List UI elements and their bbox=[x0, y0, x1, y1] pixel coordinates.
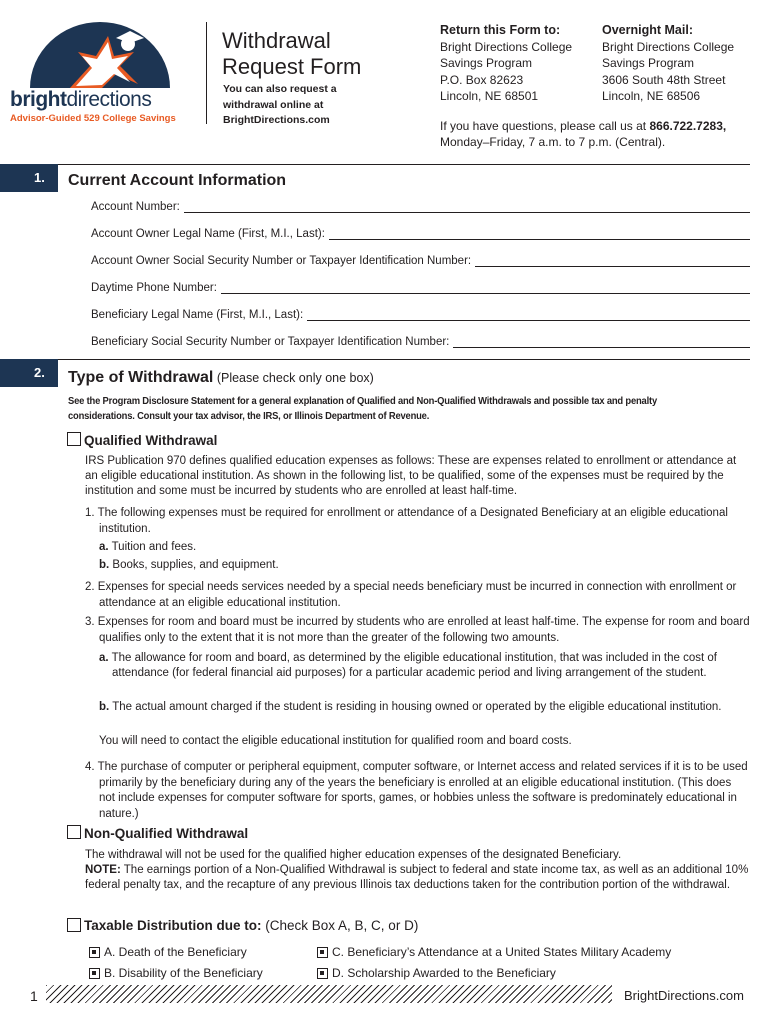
qualified-item-1b: b. Books, supplies, and equipment. bbox=[99, 559, 279, 571]
option-b-disability[interactable]: B. Disability of the Beneficiary bbox=[89, 966, 263, 980]
qualified-item-4: 4. The purchase of computer or peripheral equipment, computer software, or Internet access and related services if it is to be used primarily by the beneficiary during any of the years the beneficiary is enrolled at an eligible educational institution. (This does not include expenses for computer software for sports, games, or hobbies unless the software is predominately educational in nature.) bbox=[85, 761, 748, 820]
brand-name: brightdirections bbox=[10, 88, 152, 111]
page-number: 1 bbox=[30, 988, 38, 1004]
taxable-distribution-checkbox[interactable] bbox=[67, 918, 81, 932]
account-number-field[interactable]: Account Number: bbox=[91, 197, 750, 213]
option-b-checkbox[interactable] bbox=[89, 968, 100, 979]
daytime-phone-field[interactable]: Daytime Phone Number: bbox=[91, 278, 750, 294]
section-1-title: Current Account Information bbox=[68, 172, 287, 189]
option-a-checkbox[interactable] bbox=[89, 947, 100, 958]
qualified-item-1a: a. Tuition and fees. bbox=[99, 541, 197, 553]
header-divider bbox=[206, 22, 207, 124]
option-c-checkbox[interactable] bbox=[317, 947, 328, 958]
phone-number: 866.722.7283, bbox=[649, 119, 727, 133]
brand-tagline: Advisor-Guided 529 College Savings bbox=[10, 113, 176, 124]
qualified-item-3a: a. The allowance for room and board, as determined by the eligible educational institution, that was included in the cost of attendance (for federal financial aid purposes) for a particular academic period and living arrangement of the student. bbox=[99, 652, 717, 679]
qualified-intro: IRS Publication 970 defines qualified education expenses as follows: These are expenses related to enrollment or attendance at an eligible educational institution. As shown in the following list, to be qualified, some of the expenses must be required by the institution and some must be incurred by students who are enrolled at least half-time. bbox=[85, 455, 737, 497]
account-owner-ssn-field[interactable]: Account Owner Social Security Number or Taxpayer Identification Number: bbox=[91, 251, 750, 267]
disclosure-notice: See the Program Disclosure Statement for a general explanation of Qualified and Non-Qualified Withdrawals and possible tax and penalty considerations. Consult your tax advisor, the IRS, or Illinois Department of Revenue. bbox=[68, 396, 657, 422]
non-qualified-description: The withdrawal will not be used for the qualified higher education expenses of the designated Beneficiary. NOTE: The earnings portion of a Non-Qualified Withdrawal is subject to federal and state income tax, as well as an additional 10% federal penalty tax, and the recapture of any previous Illinois tax deductions taken for the contribution portion of the withdrawal. bbox=[85, 849, 749, 891]
non-qualified-withdrawal-title: Non-Qualified Withdrawal bbox=[84, 826, 249, 841]
option-c-military-academy[interactable]: C. Beneficiary’s Attendance at a United States Military Academy bbox=[317, 945, 671, 959]
qualified-item-3: 3. Expenses for room and board must be incurred by students who are enrolled at least half-time. The expense for room and board qualifies only to the extent that it is not more than the greater of the following two amounts. bbox=[85, 616, 750, 644]
taxable-distribution-title: Taxable Distribution due to: (Check Box A, B, C, or D) bbox=[84, 918, 419, 933]
contact-info: If you have questions, please call us at 866.722.7283, Monday–Friday, 7 a.m. to 7 p.m. (Central). bbox=[440, 119, 727, 149]
account-owner-name-field[interactable]: Account Owner Legal Name (First, M.I., Last): bbox=[91, 224, 750, 240]
qualified-item-3b: b. The actual amount charged if the student is residing in housing owned or operated by the eligible educational institution. bbox=[99, 701, 722, 713]
room-board-note: You will need to contact the eligible educational institution for qualified room and board costs. bbox=[99, 735, 572, 747]
option-d-scholarship[interactable]: D. Scholarship Awarded to the Beneficiary bbox=[317, 966, 556, 980]
form-title: Withdrawal Request Form bbox=[222, 28, 362, 79]
section-2-title: Type of Withdrawal (Please check only one box) bbox=[68, 369, 374, 386]
qualified-withdrawal-checkbox[interactable] bbox=[67, 432, 81, 446]
non-qualified-withdrawal-checkbox[interactable] bbox=[67, 825, 81, 839]
section-2-rule bbox=[58, 359, 750, 360]
beneficiary-name-field[interactable]: Beneficiary Legal Name (First, M.I., Last): bbox=[91, 305, 750, 321]
brand-logo bbox=[10, 22, 195, 127]
footer-website: BrightDirections.com bbox=[624, 988, 744, 1003]
qualified-item-2: 2. Expenses for special needs services needed by a special needs beneficiary must be incurred in connection with enrollment or attendance at an eligible educational institution. bbox=[85, 581, 737, 609]
option-a-death[interactable]: A. Death of the Beneficiary bbox=[89, 945, 247, 959]
section-1-rule bbox=[58, 164, 750, 165]
section-2-badge: 2. bbox=[0, 359, 58, 387]
footer-hatch-bar bbox=[46, 985, 612, 1003]
graduate-star-icon bbox=[30, 22, 170, 88]
overnight-mail-address: Overnight Mail: Bright Directions College Savings Program 3606 South 48th Street Lincoln, NE 68506 bbox=[602, 23, 735, 103]
section-1-badge: 1. bbox=[0, 164, 58, 192]
qualified-withdrawal-title: Qualified Withdrawal bbox=[84, 433, 218, 448]
return-address: Return this Form to: Bright Directions College Savings Program P.O. Box 82623 Lincoln, NE 68501 bbox=[440, 23, 573, 103]
online-request-note: You can also request a withdrawal online at BrightDirections.com bbox=[223, 83, 337, 126]
option-d-checkbox[interactable] bbox=[317, 968, 328, 979]
beneficiary-ssn-field[interactable]: Beneficiary Social Security Number or Taxpayer Identification Number: bbox=[91, 332, 750, 348]
qualified-item-1: 1. The following expenses must be required for enrollment or attendance of a Designated Beneficiary at an eligible educational institution. bbox=[85, 507, 728, 535]
